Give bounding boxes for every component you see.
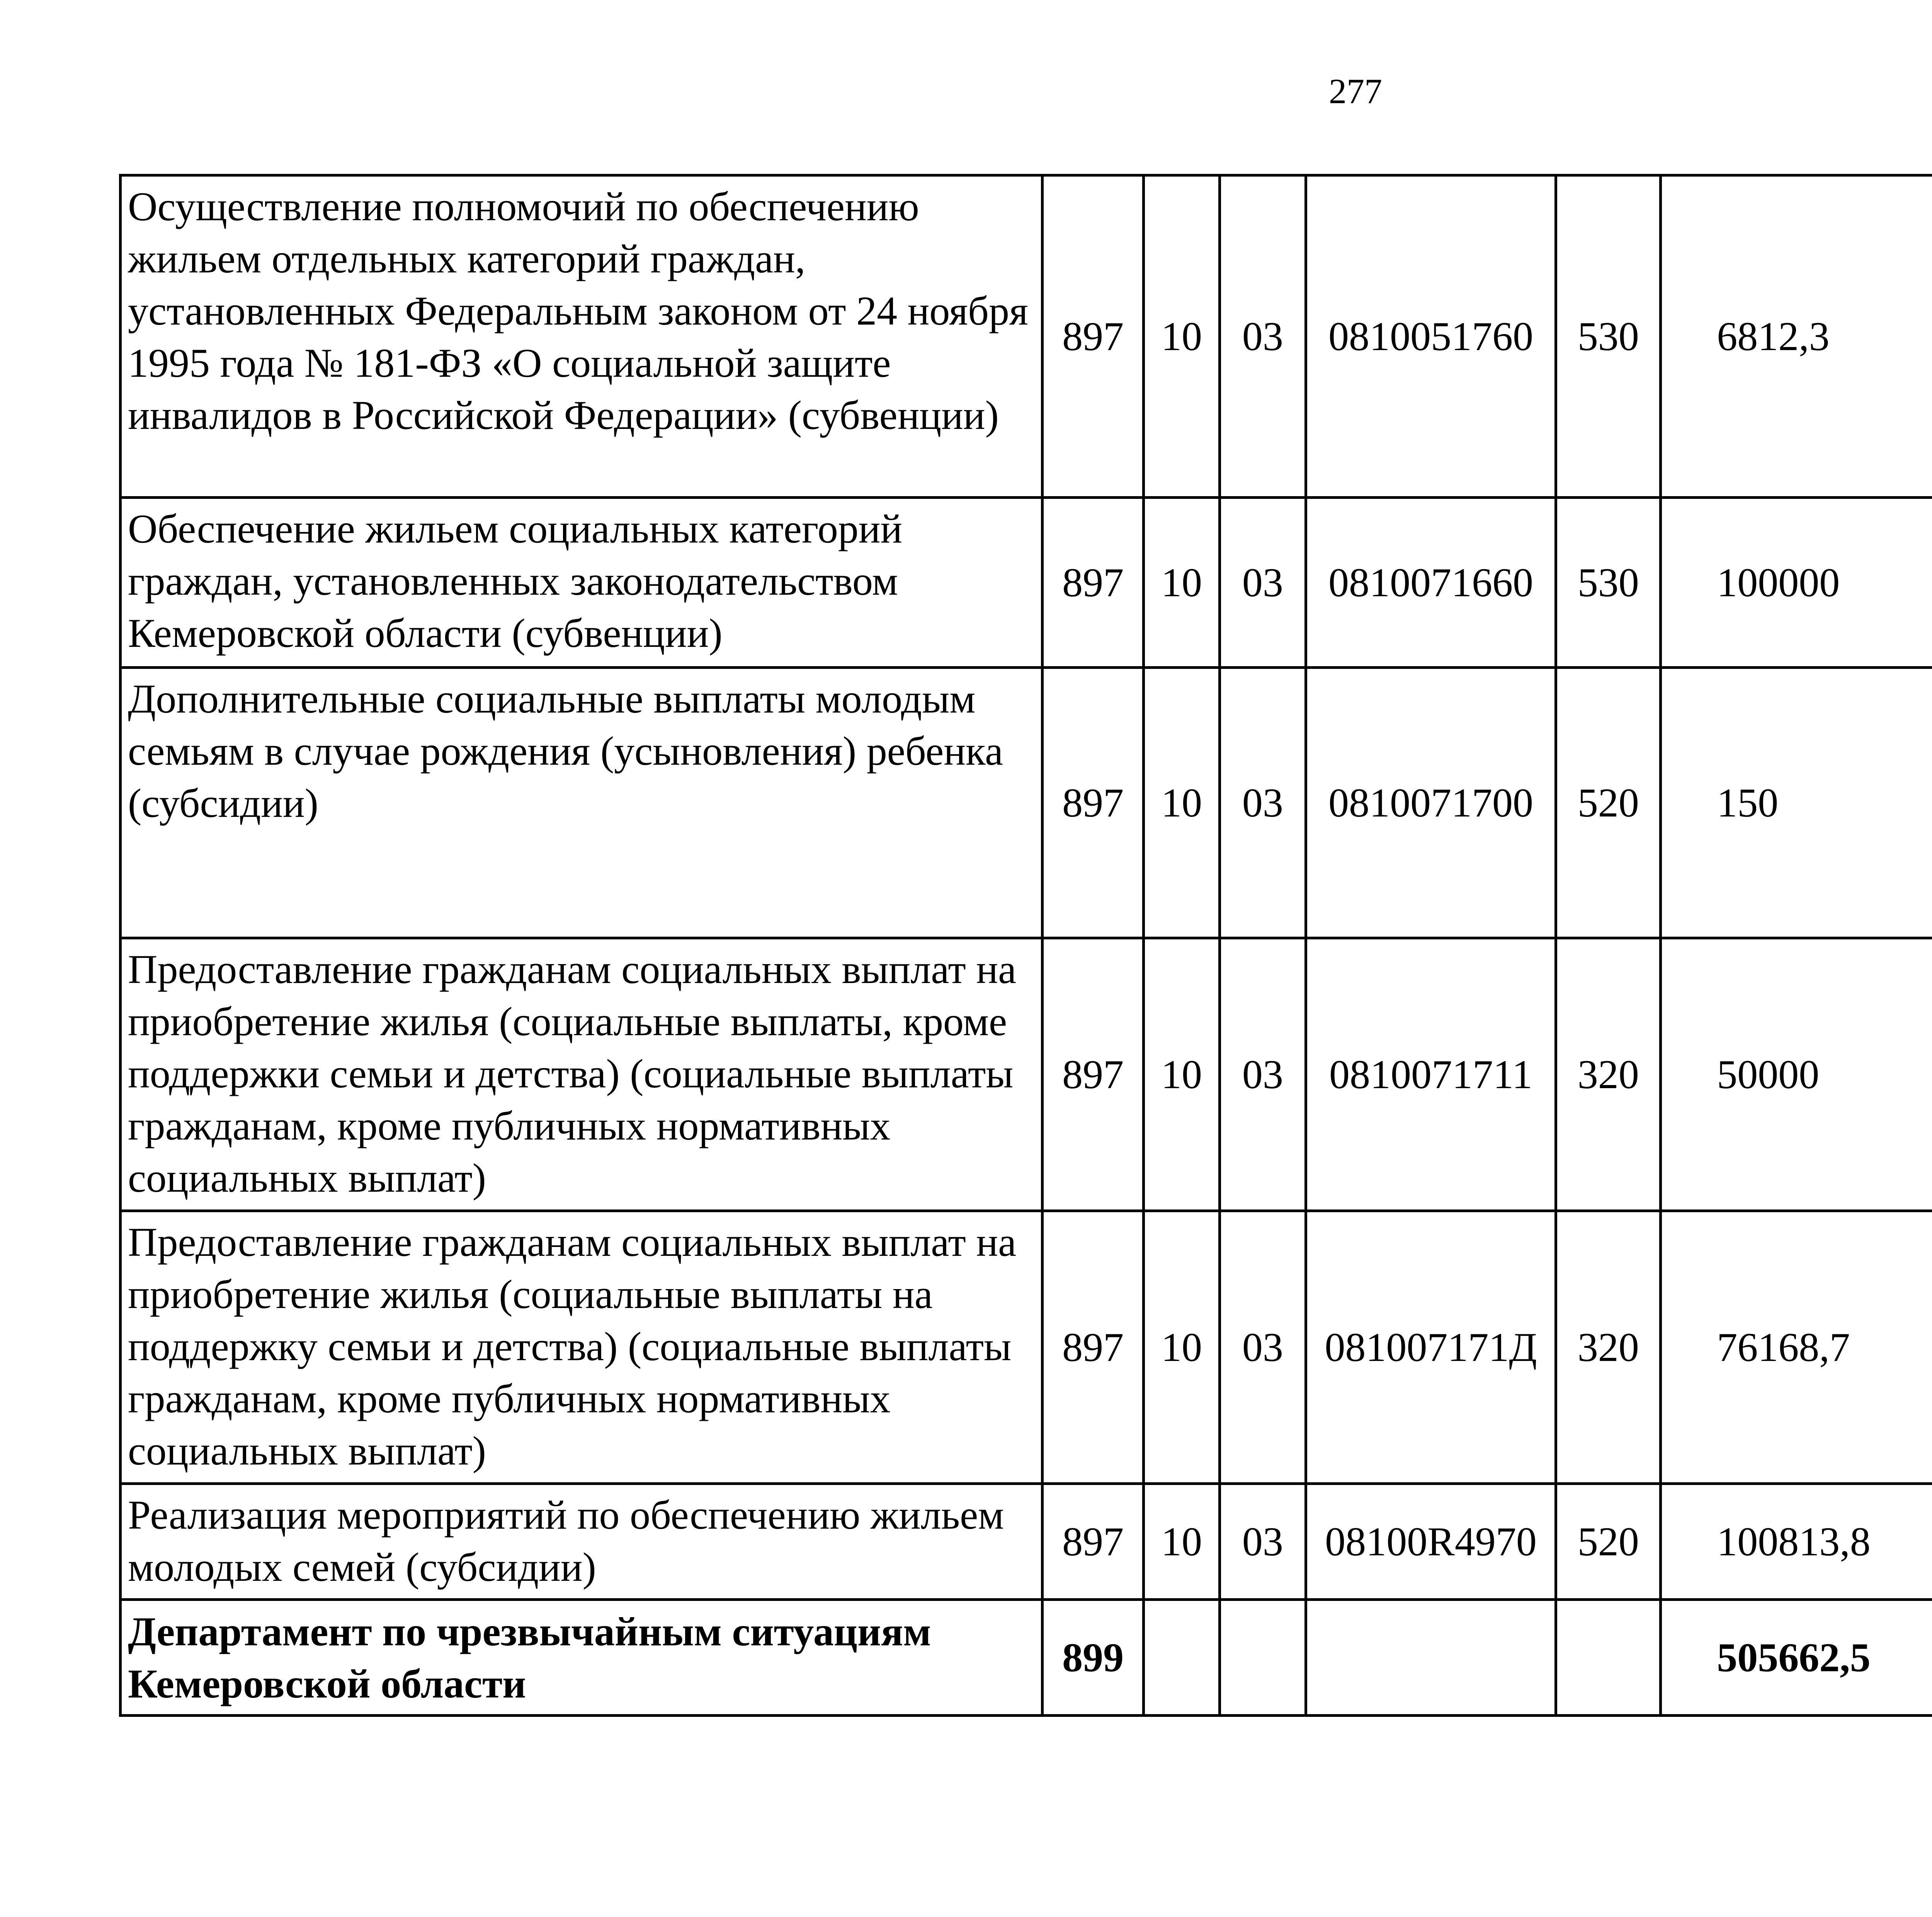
amount-year-1: 6812,3 (1661, 175, 1932, 498)
gov-code: 897 (1043, 668, 1144, 938)
gov-code: 897 (1043, 1484, 1144, 1600)
expense-type-code: 320 (1556, 1211, 1661, 1484)
table-row (121, 668, 1932, 938)
table-row (121, 938, 1932, 1211)
gov-code: 897 (1043, 1211, 1144, 1484)
table-row (121, 498, 1932, 668)
target-article-code: 081007171Д (1306, 1211, 1556, 1484)
subsection-code (1219, 1600, 1306, 1716)
subsection-code: 03 (1219, 938, 1306, 1211)
gov-code: 897 (1043, 498, 1144, 668)
subsection-code: 03 (1219, 498, 1306, 668)
row-name: Дополнительные социальные выплаты молодым семьям в случае рождения (усыновления) ребенка (субсидии) (121, 668, 1043, 938)
amount-year-1: 50000 (1661, 938, 1932, 1211)
page-number: 277 (1329, 71, 1382, 111)
row-name: Предоставление гражданам социальных выплат на приобретение жилья (социальные выплаты на поддержку семьи и детства) (социальные выплаты гражданам, кроме публичных нормативных социальных выплат) (121, 1211, 1043, 1484)
section-code (1144, 1600, 1220, 1716)
section-code: 10 (1144, 938, 1220, 1211)
amount-year-1: 100000 (1661, 498, 1932, 668)
section-code: 10 (1144, 175, 1220, 498)
target-article-code (1306, 1600, 1556, 1716)
subsection-code: 03 (1219, 175, 1306, 498)
section-code: 10 (1144, 498, 1220, 668)
amount-year-1: 76168,7 (1661, 1211, 1932, 1484)
gov-code: 899 (1043, 1600, 1144, 1716)
table-row (121, 1211, 1932, 1484)
gov-code: 897 (1043, 938, 1144, 1211)
target-article-code: 0810071660 (1306, 498, 1556, 668)
expense-type-code: 320 (1556, 938, 1661, 1211)
target-article-code: 0810071700 (1306, 668, 1556, 938)
row-name: Департамент по чрезвычайным ситуациям Кемеровской области (121, 1600, 1043, 1716)
target-article-code: 08100R4970 (1306, 1484, 1556, 1600)
gov-code: 897 (1043, 175, 1144, 498)
section-code: 10 (1144, 1484, 1220, 1600)
amount-year-1: 150 (1661, 668, 1932, 938)
expense-type-code: 530 (1556, 175, 1661, 498)
subsection-code: 03 (1219, 668, 1306, 938)
row-name: Реализация мероприятий по обеспечению жильем молодых семей (субсидии) (121, 1484, 1043, 1600)
expense-type-code: 530 (1556, 498, 1661, 668)
section-code: 10 (1144, 1211, 1220, 1484)
row-name: Осуществление полномочий по обеспечению жильем отдельных категорий граждан, установленных Федеральным законом от 24 ноября 1995 года № 181-ФЗ «О социальной защите инвалидов в Российской Федерации» (субвенции) (121, 175, 1043, 498)
subsection-code: 03 (1219, 1484, 1306, 1600)
expense-type-code: 520 (1556, 668, 1661, 938)
budget-table (119, 174, 1932, 1717)
table-row (121, 175, 1932, 498)
amount-year-1: 100813,8 (1661, 1484, 1932, 1600)
section-code: 10 (1144, 668, 1220, 938)
row-name: Предоставление гражданам социальных выплат на приобретение жилья (социальные выплаты, кроме поддержки семьи и детства) (социальные выплаты гражданам, кроме публичных нормативных социальных выплат) (121, 938, 1043, 1211)
target-article-code: 0810051760 (1306, 175, 1556, 498)
table-row-total (121, 1600, 1932, 1716)
expense-type-code: 520 (1556, 1484, 1661, 1600)
subsection-code: 03 (1219, 1211, 1306, 1484)
expense-type-code (1556, 1600, 1661, 1716)
target-article-code: 0810071711 (1306, 938, 1556, 1211)
amount-year-1: 505662,5 (1661, 1600, 1932, 1716)
table-row (121, 1484, 1932, 1600)
row-name: Обеспечение жильем социальных категорий граждан, установленных законодательством Кемеровской области (субвенции) (121, 498, 1043, 668)
